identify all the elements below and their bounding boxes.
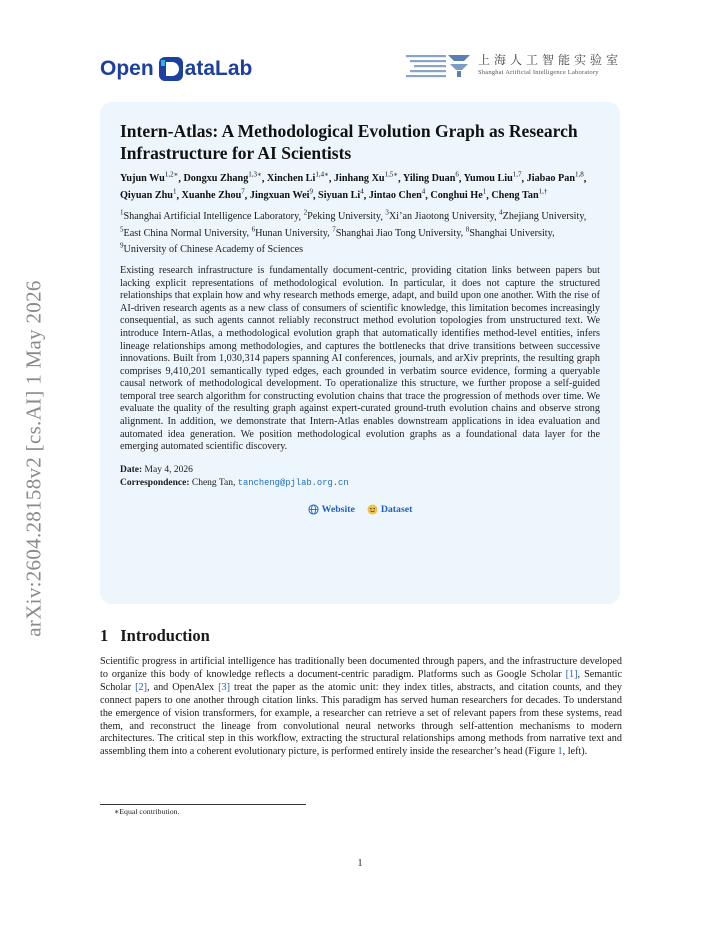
affiliation: $^5$East China Normal University xyxy=(120,225,247,239)
title-abstract-box xyxy=(100,102,620,604)
figure-reference-link[interactable]: 1 xyxy=(557,746,563,758)
author: Yiling Duan$^6$ xyxy=(402,171,459,185)
dataset-hug-icon xyxy=(367,504,378,515)
section-heading: 1 Introduction xyxy=(100,626,210,645)
introduction-paragraph: Scientific progress in artificial intelligence has traditionally been documented through papers, and the infrastructure developed to organize this body of knowledge reflects a document-centric paradigm. Platforms such as Google Scholar [1], Semantic Scholar [2], and OpenAlex [3] treat the paper as the atomic unit: they index titles, abstracts, and citation counts, and they connect papers to one another through citation links. This paradigm has served human researchers for decades. To understand the emergence of vision transformers, for example, a researcher can retrieve a set of relevant papers from these systems, read them, and reconstruct the lineage from convolutional neural networks through self-attention mechanisms to modern architectures. The critical step in this workflow, extracting the structural relationships among methods from narrative text and assembling them into a coherent evolutionary picture, is performed entirely inside the researcher’s head (Figure 1, left). xyxy=(100,656,622,758)
affiliation: $^6$Hunan University xyxy=(251,225,328,239)
author: Yumou Liu$^{1,7}$ xyxy=(463,171,522,185)
affiliation: $^9$University of Chinese Academy of Sciences xyxy=(120,241,304,255)
author: Conghui He$^1$ xyxy=(430,187,487,202)
affiliation: $^1$Shanghai Artificial Intelligence Laboratory xyxy=(120,208,299,223)
abstract-text: Existing research infrastructure is fundamentally document-centric, providing citation links between papers but lacking explicit representations of methodological evolution. In particular, it does not capture the structured relationships that explain how and why research methods emerge, adapt, and build upon one another. With the rise of AI-driven research agents as a new class of consumers of scientific knowledge, this limitation becomes increasingly consequential, as such agents cannot reliably reconstruct method evolution topologies from unstructured text. We introduce Intern-Atlas, a methodological evolution graph that automatically identifies method-level entities, infers lineage relationships among methodologies, and captures the bottlenecks that drive transitions between successive innovations. Built from 1,030,314 papers spanning AI conferences, journals, and arXiv preprints, the resulting graph comprises 9,410,201 semantically typed edges, each grounded in verbatim source evidence, forming a queryable causal network of methodological development. To operationalize this structure, we further propose a self-guided temporal tree search algorithm for constructing evolution chains that trace the progression of methods over time. We evaluate the quality of the resulting graph against expert-curated ground-truth evolution chains and observe strong alignment. In addition, we demonstrate that Intern-Atlas enables downstream applications in idea evaluation and automated idea generation. We position methodological evolution graphs as a foundational data layer for the emerging automated scientific discovery. xyxy=(120,264,600,453)
footnote: ∗Equal contribution. xyxy=(114,807,180,816)
affiliation: $^7$Shanghai Jiao Tong University xyxy=(332,225,461,239)
author-list: Yujun $Wu^{1,2∗}$, Dongxu Zhang$^{1,3∗}$, Xinchen $Li^{1,4∗}$, Jinhang $Xu^{1,5∗}$, Yiling Duan$^6$, Yumou Liu$^{1,7}$, Jiabao Pan$^{1,8}$, Qiyuan Zhu$^1$, Xuanhe Zhou$^7$, Jingxuan Wei$^9$, Siyuan Li$^4$, Jintao Chen$^4$, Conghui He$^1$, Cheng Tan$^{1,\dagger}$ xyxy=(120,171,587,202)
date-line: Date: May 4, 2026 xyxy=(120,465,193,476)
correspondence-email-link[interactable]: tancheng@pjlab.org.cn xyxy=(237,478,349,489)
dataset-link[interactable]: Dataset xyxy=(367,504,413,515)
affiliation: $^8$Shanghai University xyxy=(465,225,553,239)
page-number: 1 xyxy=(357,858,363,869)
footnote-rule xyxy=(100,804,306,805)
author: Dongxu Zhang$^{1,3∗}$ xyxy=(183,171,262,185)
affiliation: $^2$Peking University xyxy=(303,208,381,223)
author: Xuanhe Zhou$^7$ xyxy=(181,187,245,202)
arxiv-identifier-stamp: arXiv:2604.28158v2 [cs.AI] 1 May 2026 xyxy=(21,279,46,637)
website-link[interactable]: Website xyxy=(308,504,355,515)
affiliation: $^3$Xi’an Jiaotong University xyxy=(385,208,495,223)
affiliation-list: $^1$Shanghai Artificial Intelligence Laboratory, $^2$Peking University, $^3$Xi’an Jiaotong University, $^4$Zhejiang University, $^5$East China Normal University, $^6$Hunan University, $^7$Shanghai Jiao Tong University, $^8$Shanghai University, $^9$University of Chinese Academy of Sciences xyxy=(120,208,587,255)
author: Jingxuan Wei$^9$ xyxy=(249,187,313,202)
paper-title: Intern-Atlas: A Methodological Evolution Graph as Research Infrastructure for AI Scientists xyxy=(120,121,578,163)
affiliation: $^4$Zhejiang University xyxy=(499,208,584,223)
author: Siyuan Li$^4$ xyxy=(318,187,364,202)
citation-link[interactable]: [1] xyxy=(565,668,578,680)
author: Jintao Chen$^4$ xyxy=(368,187,426,202)
resource-links xyxy=(120,504,600,515)
author: Yujun $Wu^{1,2∗}$ xyxy=(120,171,179,185)
opendatalab-logo: Open ataLab xyxy=(100,57,253,80)
author: Qiyuan Zhu$^1$ xyxy=(120,187,177,202)
citation-link[interactable]: [2] xyxy=(135,681,148,693)
author: Jiabao Pan$^{1,8}$ xyxy=(526,171,584,185)
author: Cheng Tan$^{1,\dagger}$ xyxy=(491,187,548,202)
citation-link[interactable]: [3] xyxy=(218,681,231,693)
opendatalab-d-icon xyxy=(158,56,184,82)
author: Jinhang $Xu^{1,5∗}$ xyxy=(333,171,399,185)
page-header xyxy=(100,52,622,88)
shanghai-ai-lab-emblem-icon xyxy=(404,52,472,78)
shanghai-ai-lab-logo: 上海人工智能实验室 Shanghai Artificial Intelligence Laboratory xyxy=(404,52,622,78)
globe-icon xyxy=(308,504,319,515)
author: Xinchen $Li^{1,4∗}$ xyxy=(266,171,329,185)
correspondence-line: Correspondence: Cheng Tan, tancheng@pjlab.org.cn xyxy=(120,478,349,489)
